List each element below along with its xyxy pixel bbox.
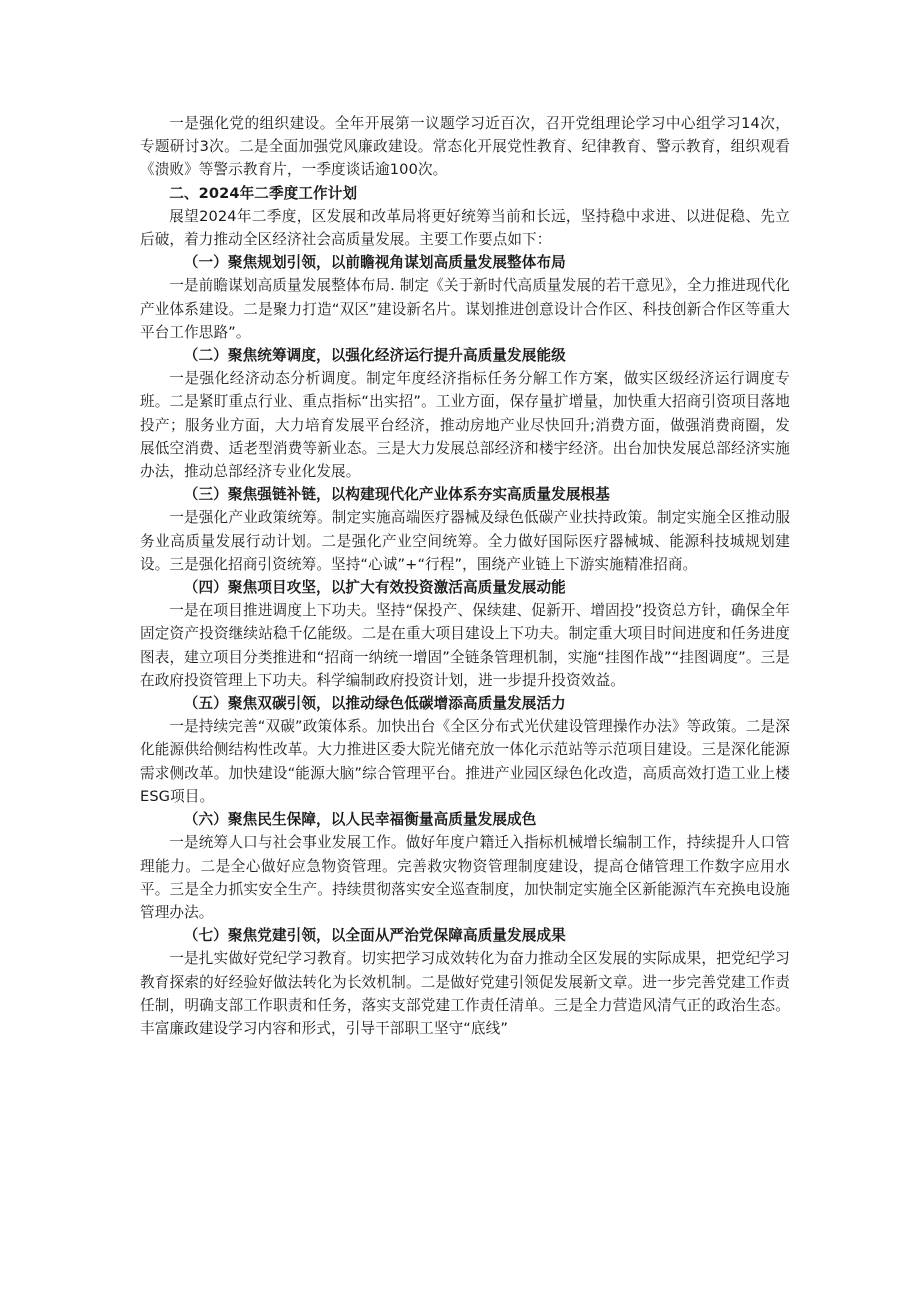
item-6-body: 一是统筹人口与社会事业发展工作。做好年度户籍迁入指标机械增长编制工作，持续提升人口管理能力。二是全心做好应急物资管理。完善救灾物资管理制度建设，提高仓储管理工作数字应用水平。三是全力抓实安全生产。持续贯彻落实安全巡查制度，加快制定实施全区新能源汽车充换电设施管理办法。 — [140, 834, 790, 921]
item-1-heading: （一）聚焦规划引领，以前瞻视角谋划高质量发展整体布局 — [183, 254, 566, 272]
document-page — [140, 112, 790, 1040]
section-title: 二、2024年二季度工作计划 — [169, 184, 358, 202]
item-3-heading: （三）聚焦强链补链，以构建现代化产业体系夯实高质量发展根基 — [183, 486, 610, 504]
item-2-heading: （二）聚焦统筹调度，以强化经济运行提升高质量发展能级 — [183, 347, 566, 365]
intro-paragraph: 一是强化党的组织建设。全年开展第一议题学习近百次，召开党组理论学习中心组学习14次，专题研讨3次。二是全面加强党风廉政建设。常态化开展党性教育、纪律教育、警示教育，组织观看《溃败》等警示教育片，一季度谈话逾100次。 — [140, 115, 790, 179]
item-7-heading: （七）聚焦党建引领，以全面从严治党保障高质量发展成果 — [183, 927, 566, 945]
item-5-heading: （五）聚焦双碳引领，以推动绿色低碳增添高质量发展活力 — [183, 695, 566, 713]
section-intro-paragraph: 展望2024年二季度，区发展和改革局将更好统筹当前和长远，坚持稳中求进、以进促稳、先立后破，着力推动全区经济社会高质量发展。主要工作要点如下： — [140, 207, 790, 249]
item-5-body: 一是持续完善“双碳”政策体系。加快出台《全区分布式光伏建设管理操作办法》等政策。二是深化能源供给侧结构性改革。大力推进区委大院光储充放一体化示范站等示范项目建设。三是深化能源需求侧改革。加快建设“能源大脑”综合管理平台。推进产业园区绿色化改造，高质高效打造工业上楼ESG项目。 — [140, 718, 790, 805]
item-4-heading: （四）聚焦项目攻坚，以扩大有效投资激活高质量发展动能 — [183, 579, 566, 597]
item-7-body: 一是扎实做好党纪学习教育。切实把学习成效转化为奋力推动全区发展的实际成果，把党纪学习教育探索的好经验好做法转化为长效机制。二是做好党建引领促发展新文章。进一步完善党建工作责任制，明确支部工作职责和任务，落实支部党建工作责任清单。三是全力营造风清气正的政治生态。丰富廉政建设学习内容和形式，引导干部职工坚守“底线” — [140, 950, 790, 1037]
item-2-body: 一是强化经济动态分析调度。制定年度经济指标任务分解工作方案，做实区级经济运行调度专班。二是紧盯重点行业、重点指标“出实招”。工业方面，保存量扩增量，加快重大招商引资项目落地投产；服务业方面，大力培育发展平台经济，推动房地产业尽快回升;消费方面，做强消费商圈，发展低空消费、适老型消费等新业态。三是大力发展总部经济和楼宇经济。出台加快发展总部经济实施办法，推动总部经济专业化发展。 — [140, 370, 790, 481]
item-4-body: 一是在项目推进调度上下功夫。坚持“保投产、保续建、促新开、增固投”投资总方针，确保全年固定资产投资继续站稳千亿能级。二是在重大项目建设上下功夫。制定重大项目时间进度和任务进度图表，建立项目分类推进和“招商一纳统一增固”全链条管理机制，实施“挂图作战”“挂图调度”。三是在政府投资管理上下功夫。科学编制政府投资计划，进一步提升投资效益。 — [140, 602, 790, 689]
item-3-body: 一是强化产业政策统筹。制定实施高端医疗器械及绿色低碳产业扶持政策。制定实施全区推动服务业高质量发展行动计划。二是强化产业空间统筹。全力做好国际医疗器械城、能源科技城规划建设。三是强化招商引资统筹。坚持“心诚”+“行程”，围绕产业链上下游实施精准招商。 — [140, 509, 790, 573]
item-6-heading: （六）聚焦民生保障，以人民幸福衡量高质量发展成色 — [183, 811, 537, 829]
item-1-body: 一是前瞻谋划高质量发展整体布局. 制定《关于新时代高质量发展的若干意见》，全力推进现代化产业体系建设。二是聚力打造“双区”建设新名片。谋划推进创意设计合作区、科技创新合作区等重大平台工作思路”。 — [140, 277, 790, 341]
